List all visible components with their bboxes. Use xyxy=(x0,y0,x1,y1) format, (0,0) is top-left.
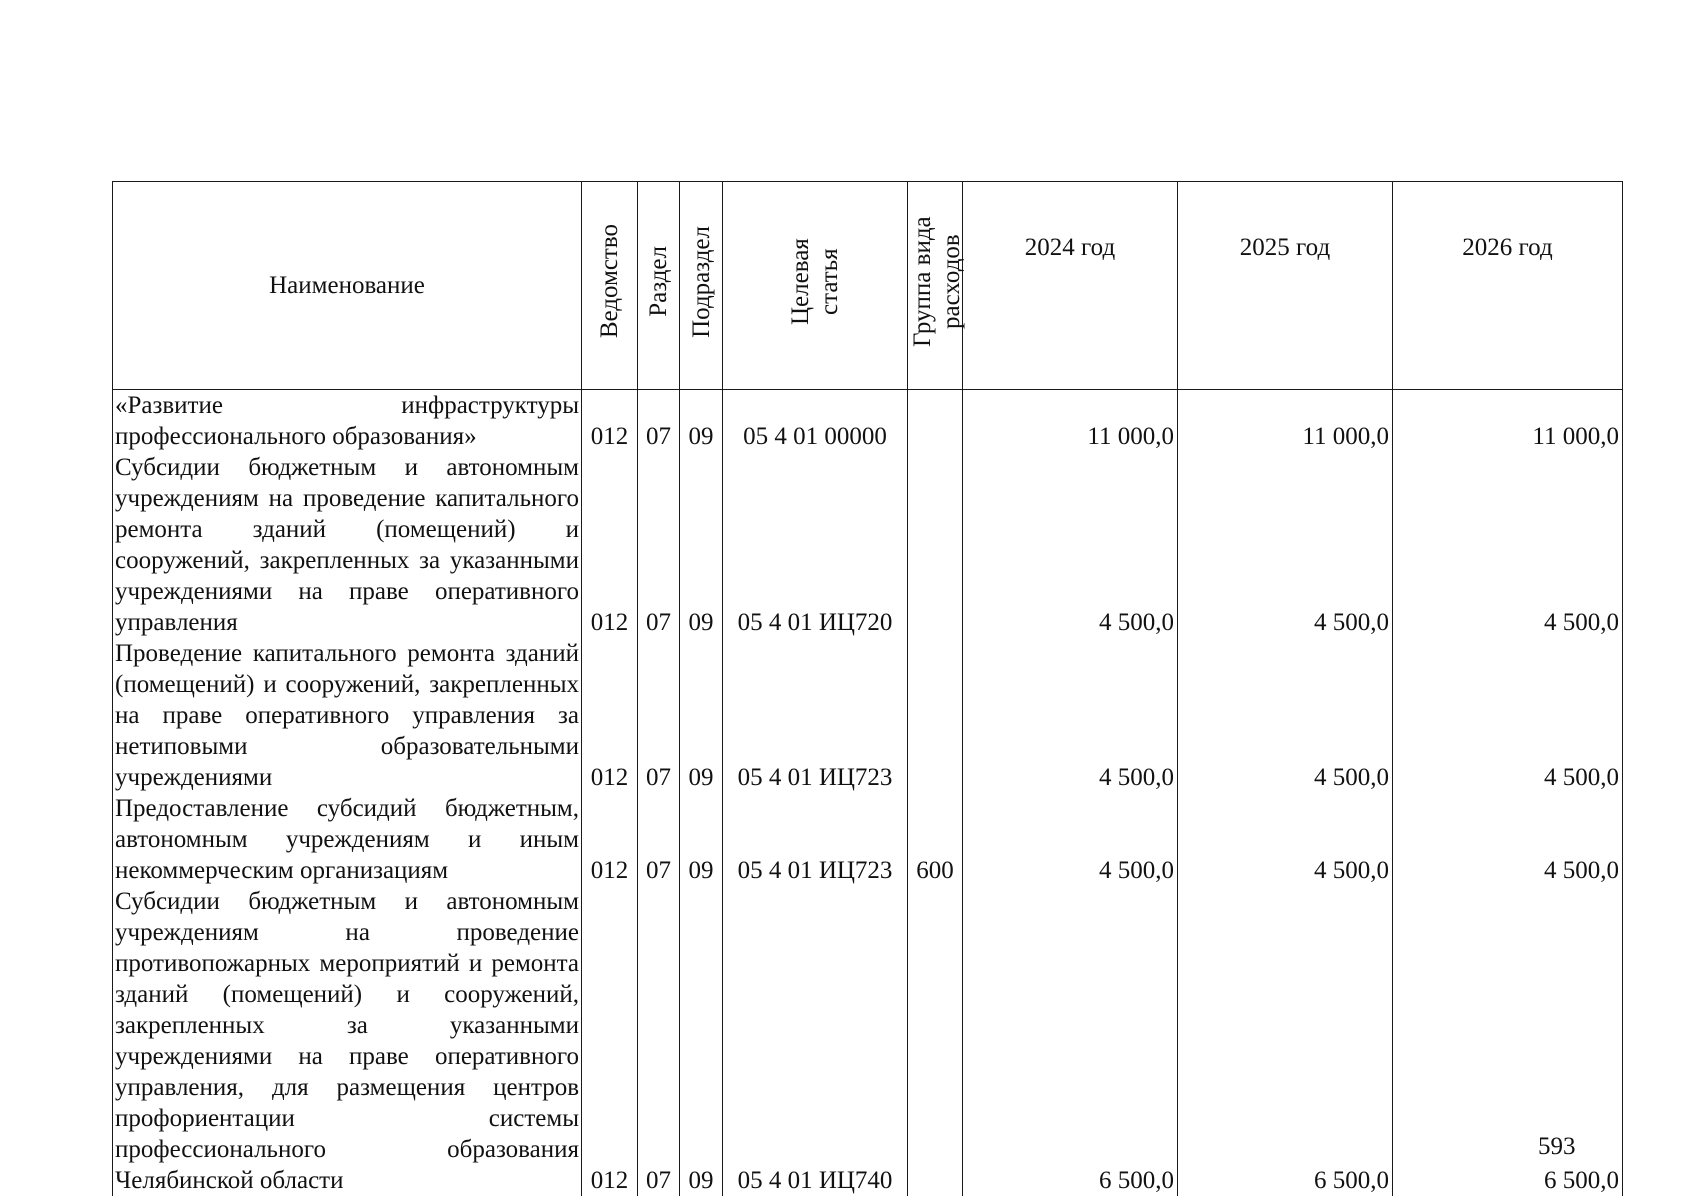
header-section: Раздел xyxy=(638,182,680,390)
row-expense-group: 600 xyxy=(908,793,963,886)
row-department: 012 xyxy=(582,390,638,453)
row-subsection: 09 xyxy=(680,886,723,1196)
header-subsection: Подраздел xyxy=(680,182,723,390)
row-target-article: 05 4 01 ИЦ723 xyxy=(723,793,908,886)
row-department: 012 xyxy=(582,886,638,1196)
row-department: 012 xyxy=(582,452,638,638)
table-row xyxy=(113,886,1623,1196)
row-expense-group xyxy=(908,452,963,638)
row-target-article: 05 4 01 ИЦ740 xyxy=(723,886,908,1196)
row-name: Предоставление субсидий бюджетным, автономным учреждениям и иным некоммерческим организациям xyxy=(113,793,582,886)
row-section: 07 xyxy=(638,793,680,886)
row-subsection: 09 xyxy=(680,793,723,886)
header-2025: 2025 год xyxy=(1178,182,1393,390)
row-name: Проведение капитального ремонта зданий (помещений) и сооружений, закрепленных на праве оперативного управления за нетиповыми образовательными учреждениями xyxy=(113,638,582,793)
row-2025: 4 500,0 xyxy=(1178,452,1393,638)
row-expense-group xyxy=(908,638,963,793)
row-department: 012 xyxy=(582,793,638,886)
row-2025: 4 500,0 xyxy=(1178,638,1393,793)
row-2024: 6 500,0 xyxy=(963,886,1178,1196)
row-2026: 6 500,0 xyxy=(1393,886,1623,1196)
row-name: Субсидии бюджетным и автономным учреждениям на проведение капитального ремонта зданий (помещений) и сооружений, закрепленных за указанными учреждениями на праве оперативного управления xyxy=(113,452,582,638)
budget-table xyxy=(112,181,1623,1196)
row-name: Субсидии бюджетным и автономным учреждениям на проведение противопожарных мероприятий и ремонта зданий (помещений) и сооружений, закрепленных за указанными учреждениями на праве оперативного управления, для размещения центров профориентации системы профессионального образования Челябинской области xyxy=(113,886,582,1196)
header-department: Ведомство xyxy=(582,182,638,390)
row-subsection: 09 xyxy=(680,452,723,638)
row-expense-group xyxy=(908,886,963,1196)
row-2026: 11 000,0 xyxy=(1393,390,1623,453)
table-row xyxy=(113,638,1623,793)
row-expense-group xyxy=(908,390,963,453)
table-row xyxy=(113,793,1623,886)
row-2024: 4 500,0 xyxy=(963,452,1178,638)
row-subsection: 09 xyxy=(680,390,723,453)
table-header xyxy=(113,182,1623,390)
row-section: 07 xyxy=(638,452,680,638)
row-2024: 11 000,0 xyxy=(963,390,1178,453)
page-number: 593 xyxy=(1538,1133,1576,1160)
header-2024: 2024 год xyxy=(963,182,1178,390)
row-2024: 4 500,0 xyxy=(963,793,1178,886)
row-2025: 4 500,0 xyxy=(1178,793,1393,886)
row-department: 012 xyxy=(582,638,638,793)
row-2026: 4 500,0 xyxy=(1393,638,1623,793)
row-2026: 4 500,0 xyxy=(1393,452,1623,638)
row-name: «Развитие инфраструктуры профессионального образования» xyxy=(113,390,582,453)
row-target-article: 05 4 01 ИЦ723 xyxy=(723,638,908,793)
row-target-article: 05 4 01 ИЦ720 xyxy=(723,452,908,638)
row-section: 07 xyxy=(638,390,680,453)
header-target-article: Целевая статья xyxy=(723,182,908,390)
row-section: 07 xyxy=(638,886,680,1196)
header-2026: 2026 год xyxy=(1393,182,1623,390)
row-2026: 4 500,0 xyxy=(1393,793,1623,886)
table-row xyxy=(113,390,1623,453)
row-section: 07 xyxy=(638,638,680,793)
row-target-article: 05 4 01 00000 xyxy=(723,390,908,453)
header-expense-group: Группа вида расходов xyxy=(908,182,963,390)
header-name: Наименование xyxy=(113,182,582,390)
row-2024: 4 500,0 xyxy=(963,638,1178,793)
table-body xyxy=(113,390,1623,1197)
row-subsection: 09 xyxy=(680,638,723,793)
row-2025: 6 500,0 xyxy=(1178,886,1393,1196)
table-row xyxy=(113,452,1623,638)
row-2025: 11 000,0 xyxy=(1178,390,1393,453)
